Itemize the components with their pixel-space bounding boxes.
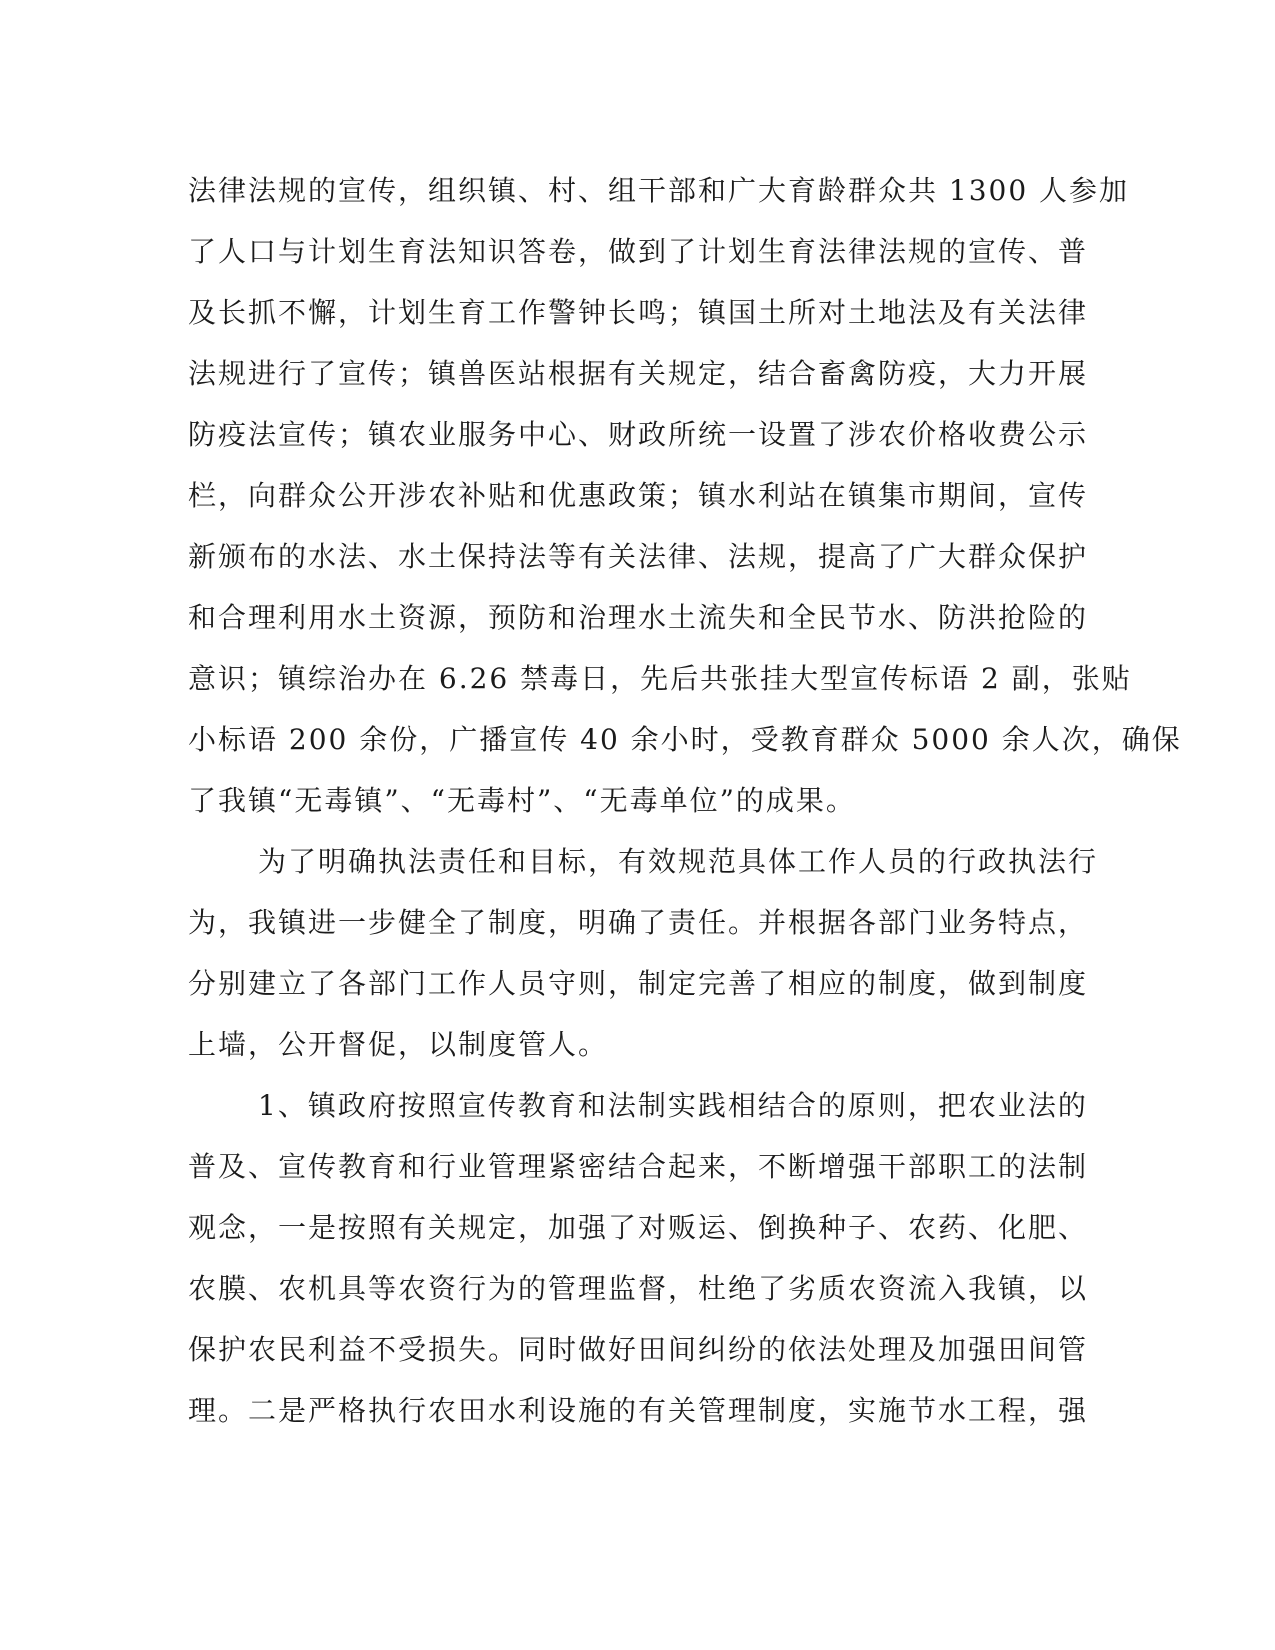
text-line: 栏，向群众公开涉农补贴和优惠政策；镇水利站在镇集市期间，宣传 <box>188 479 1089 512</box>
text-line: 及长抓不懈，计划生育工作警钟长鸣；镇国土所对土地法及有关法律 <box>188 296 1089 329</box>
text-line: 新颁布的水法、水土保持法等有关法律、法规，提高了广大群众保护 <box>188 540 1089 573</box>
document-body <box>188 160 1182 1441</box>
text-line: 和合理利用水土资源，预防和治理水土流失和全民节水、防洪抢险的 <box>188 601 1089 634</box>
text-line: 防疫法宣传；镇农业服务中心、财政所统一设置了涉农价格收费公示 <box>188 418 1089 451</box>
paragraph-1 <box>188 160 1182 831</box>
text-line: 理。二是严格执行农田水利设施的有关管理制度，实施节水工程，强 <box>188 1394 1089 1427</box>
text-line: 小标语 200 余份，广播宣传 40 余小时，受教育群众 5000 余人次，确保 <box>188 723 1182 756</box>
text-line: 法规进行了宣传；镇兽医站根据有关规定，结合畜禽防疫，大力开展 <box>188 357 1089 390</box>
text-line: 分别建立了各部门工作人员守则，制定完善了相应的制度，做到制度 <box>188 967 1089 1000</box>
text-line: 农膜、农机具等农资行为的管理监督，杜绝了劣质农资流入我镇，以 <box>188 1272 1089 1305</box>
text-line: 观念，一是按照有关规定，加强了对贩运、倒换种子、农药、化肥、 <box>188 1211 1089 1244</box>
text-line: 意识；镇综治办在 6.26 禁毒日，先后共张挂大型宣传标语 2 副，张贴 <box>188 662 1132 695</box>
text-line: 普及、宣传教育和行业管理紧密结合起来，不断增强干部职工的法制 <box>188 1150 1089 1183</box>
text-line: 保护农民利益不受损失。同时做好田间纠纷的依法处理及加强田间管 <box>188 1333 1089 1366</box>
text-line: 了我镇“无毒镇”、“无毒村”、“无毒单位”的成果。 <box>188 784 856 817</box>
text-line: 1、镇政府按照宣传教育和法制实践相结合的原则，把农业法的 <box>258 1089 1088 1122</box>
paragraph-2 <box>188 831 1099 1075</box>
text-line: 了人口与计划生育法知识答卷，做到了计划生育法律法规的宣传、普 <box>188 235 1089 268</box>
text-line: 为了明确执法责任和目标，有效规范具体工作人员的行政执法行 <box>258 845 1099 878</box>
text-line: 为，我镇进一步健全了制度，明确了责任。并根据各部门业务特点， <box>188 906 1089 939</box>
paragraph-3 <box>188 1075 1088 1441</box>
text-line: 法律法规的宣传，组织镇、村、组干部和广大育龄群众共 1300 人参加 <box>188 174 1130 207</box>
text-line: 上墙，公开督促，以制度管人。 <box>188 1028 609 1061</box>
